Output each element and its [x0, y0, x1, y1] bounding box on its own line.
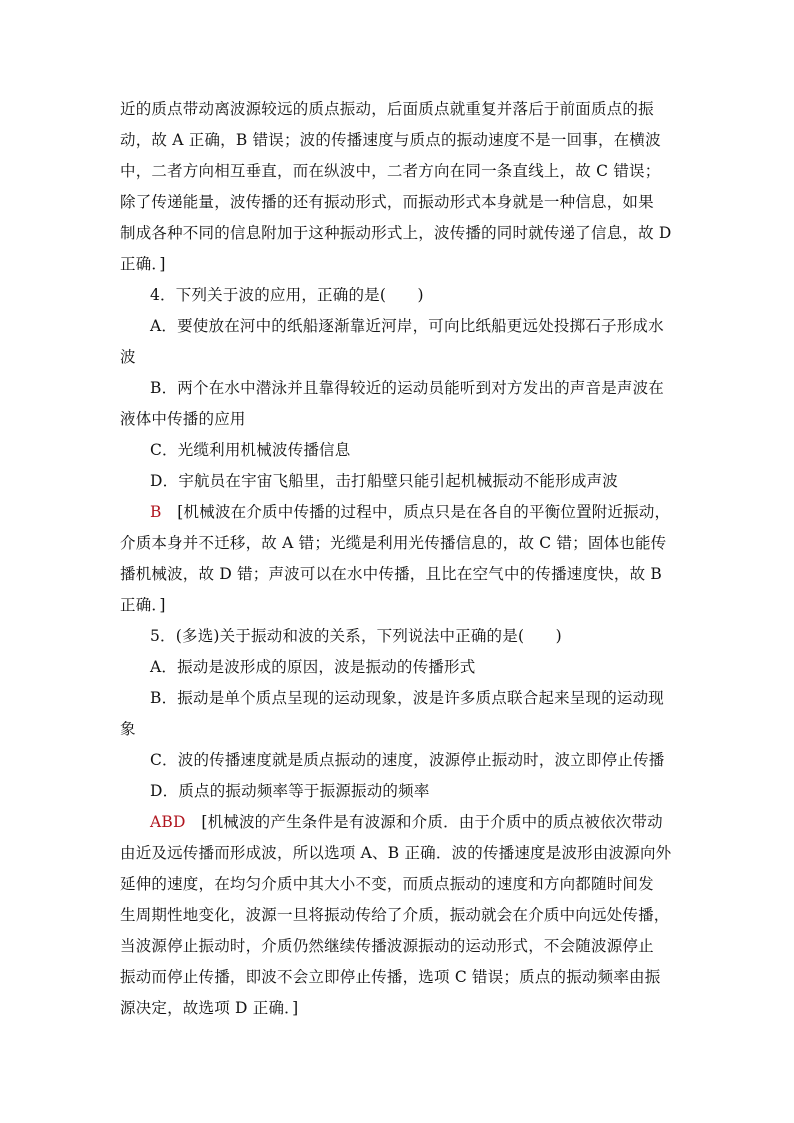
prev-analysis [120, 94, 675, 280]
option-d: D．质点的振动频率等于振源振动的频率 [150, 782, 430, 800]
option-b-continued: 液体中传播的应用 [120, 410, 246, 428]
answer-label: ABD [150, 813, 186, 831]
analysis-first-line [120, 807, 675, 838]
option-b: B．两个在水中潜泳并且靠得较近的运动员能听到对方发出的声音是声波在 [150, 379, 664, 397]
analysis-line: 由近及远传播而形成波，所以选项 A、B 正确．波的传播速度是波形由波源向外 [120, 844, 672, 862]
option-b: B．振动是单个质点呈现的运动现象，波是许多质点联合起来呈现的运动现 [150, 689, 664, 707]
option-b-continued: 象 [120, 720, 136, 738]
analysis-line: 介质本身并不迁移，故 A 错；光缆是利用光传播信息的，故 C 错；固体也能传 [120, 534, 667, 552]
analysis-line: 生周期性地变化，波源一旦将振动传给了介质，振动就会在介质中向远处传播， [120, 906, 670, 924]
question-4 [120, 280, 675, 621]
analysis-line: 播机械波，故 D 错；声波可以在水中传播，且比在空气中的传播速度快，故 B [120, 565, 663, 583]
analysis-text: [机械波在介质中传播的过程中，质点只是在各自的平衡位置附近振动， [161, 503, 671, 521]
option-a: A．振动是波形成的原因，波是振动的传播形式 [150, 658, 476, 676]
option-c: C．光缆利用机械波传播信息 [150, 441, 351, 459]
analysis-first-line [120, 497, 675, 528]
option-a: A．要使放在河中的纸船逐渐靠近河岸，可向比纸船更远处投掷石子形成水 [150, 317, 664, 335]
analysis-line: 延伸的速度，在均匀介质中其大小不变，而质点振动的速度和方向都随时间发 [120, 875, 654, 893]
analysis-line: 源决定，故选项 D 正确．] [120, 999, 299, 1017]
option-d: D．宇航员在宇宙飞船里，击打船壁只能引起机械振动不能形成声波 [150, 472, 618, 490]
option-a-continued: 波 [120, 348, 136, 366]
text-line: 动，故 A 正确，B 错误；波的传播速度与质点的振动速度不是一回事，在横波 [120, 131, 661, 149]
analysis-line: 正确．] [120, 596, 166, 614]
option-c: C．波的传播速度就是质点振动的速度，波源停止振动时，波立即停止传播 [150, 751, 665, 769]
text-line: 正确．] [120, 255, 166, 273]
answer-label: B [150, 503, 162, 521]
text-line: 中，二者方向相互垂直，而在纵波中，二者方向在同一条直线上，故 C 错误； [120, 162, 661, 180]
text-line: 除了传递能量，波传播的还有振动形式，而振动形式本身就是一种信息，如果 [120, 193, 654, 211]
text-line: 近的质点带动离波源较远的质点振动，后面质点就重复并落后于前面质点的振 [120, 100, 654, 118]
analysis-line: 振动而停止传播，即波不会立即停止传播，选项 C 错误；质点的振动频率由振 [120, 968, 661, 986]
document-page [120, 94, 675, 1024]
question-stem: 4．下列关于波的应用，正确的是( ) [150, 286, 424, 304]
analysis-text: [机械波的产生条件是有波源和介质．由于介质中的质点被依次带动 [185, 813, 663, 831]
question-stem: 5．(多选)关于振动和波的关系，下列说法中正确的是( ) [150, 627, 562, 645]
question-5 [120, 621, 675, 1024]
text-line: 制成各种不同的信息附加于这种振动形式上，波传播的同时就传递了信息，故 D [120, 224, 672, 242]
analysis-line: 当波源停止振动时，介质仍然继续传播波源振动的运动形式，不会随波源停止 [120, 937, 654, 955]
